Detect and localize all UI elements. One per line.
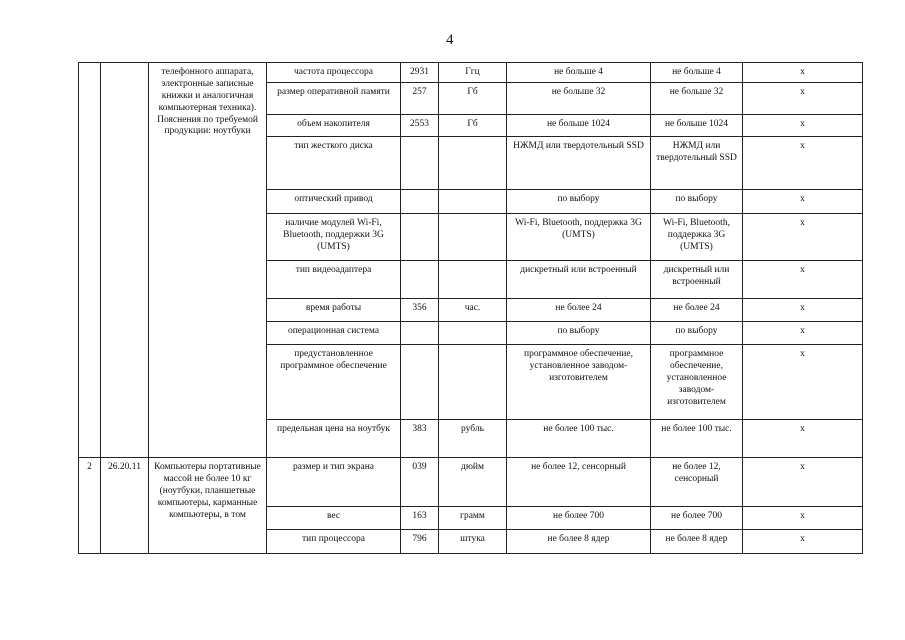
unit-name: Гб [439,83,507,115]
x-mark: x [743,345,863,420]
okei-code: 796 [401,530,439,554]
unit-name: дюйм [439,458,507,507]
okei-code [401,322,439,345]
value-category-1: не более 24 [507,299,651,322]
okei-code [401,137,439,190]
value-category-1: не более 12, сенсорный [507,458,651,507]
x-mark: x [743,420,863,458]
value-category-1: не более 700 [507,507,651,530]
x-mark: x [743,137,863,190]
x-mark: x [743,190,863,214]
okei-code [401,190,439,214]
value-category-1: не более 100 тыс. [507,420,651,458]
okei-code: 2553 [401,115,439,137]
okei-code: 163 [401,507,439,530]
value-category-2: программное обеспечение, установленное заводом-изготовителем [651,345,743,420]
value-category-2: не больше 1024 [651,115,743,137]
unit-name: час. [439,299,507,322]
x-mark: x [743,261,863,299]
characteristic-name: частота процессора [267,63,401,83]
value-category-2: дискретный или встроенный [651,261,743,299]
product-name-cell: Компьютеры портативные массой не более 10 кг (ноутбуки, планшетные компьютеры, карманные компьютеры, в том [149,458,267,554]
okei-code: 039 [401,458,439,507]
value-category-1: НЖМД или твердотельный SSD [507,137,651,190]
value-category-1: не более 8 ядер [507,530,651,554]
value-category-2: не более 700 [651,507,743,530]
characteristic-name: вес [267,507,401,530]
value-category-1: по выбору [507,322,651,345]
x-mark: x [743,115,863,137]
table-row [79,63,863,83]
characteristic-name: время работы [267,299,401,322]
characteristic-name: операционная система [267,322,401,345]
value-category-1: дискретный или встроенный [507,261,651,299]
characteristic-name: наличие модулей Wi-Fi, Bluetooth, поддержки 3G (UMTS) [267,214,401,261]
unit-name [439,137,507,190]
characteristic-name: объем накопителя [267,115,401,137]
unit-name: штука [439,530,507,554]
characteristic-name: оптический привод [267,190,401,214]
value-category-2: не более 100 тыс. [651,420,743,458]
value-category-2: не больше 4 [651,63,743,83]
value-category-1: не больше 1024 [507,115,651,137]
table-row [79,458,863,507]
value-category-1: программное обеспечение, установленное заводом-изготовителем [507,345,651,420]
unit-name [439,322,507,345]
value-category-2: не больше 32 [651,83,743,115]
value-category-2: не более 24 [651,299,743,322]
x-mark: x [743,322,863,345]
okei-code: 257 [401,83,439,115]
product-name-cell: телефонного аппарата, электронные записные книжки и аналогичная компьютерная техника). Пояснения по требуемой продукции: ноутбуки [149,63,267,458]
value-category-2: не более 8 ядер [651,530,743,554]
unit-name: Гб [439,115,507,137]
value-category-2: по выбору [651,190,743,214]
characteristic-name: размер и тип экрана [267,458,401,507]
unit-name: грамм [439,507,507,530]
characteristic-name: размер оперативной памяти [267,83,401,115]
row-number-cell: 2 [79,458,101,554]
characteristic-name: предельная цена на ноутбук [267,420,401,458]
okei-code: 2931 [401,63,439,83]
unit-name [439,214,507,261]
value-category-1: не больше 4 [507,63,651,83]
x-mark: x [743,458,863,507]
x-mark: x [743,83,863,115]
unit-name [439,261,507,299]
unit-name [439,190,507,214]
unit-name [439,345,507,420]
value-category-1: по выбору [507,190,651,214]
value-category-2: по выбору [651,322,743,345]
okei-code [401,214,439,261]
characteristic-name: тип видеоадаптера [267,261,401,299]
x-mark: x [743,530,863,554]
page-number: 4 [446,32,454,48]
value-category-1: Wi-Fi, Bluetooth, поддержка 3G (UMTS) [507,214,651,261]
unit-name: рубль [439,420,507,458]
specification-table [78,62,863,554]
x-mark: x [743,63,863,83]
x-mark: x [743,299,863,322]
value-category-2: не более 12, сенсорный [651,458,743,507]
unit-name: Ггц [439,63,507,83]
value-category-2: НЖМД или твердотельный SSD [651,137,743,190]
okei-code [401,345,439,420]
row-number-cell [79,63,101,458]
value-category-2: Wi-Fi, Bluetooth, поддержка 3G (UMTS) [651,214,743,261]
okei-code: 383 [401,420,439,458]
okei-code: 356 [401,299,439,322]
characteristic-name: предустановленное программное обеспечение [267,345,401,420]
characteristic-name: тип процессора [267,530,401,554]
okpd-code-cell: 26.20.11 [101,458,149,554]
okei-code [401,261,439,299]
characteristic-name: тип жесткого диска [267,137,401,190]
x-mark: x [743,214,863,261]
value-category-1: не больше 32 [507,83,651,115]
okpd-code-cell [101,63,149,458]
x-mark: x [743,507,863,530]
